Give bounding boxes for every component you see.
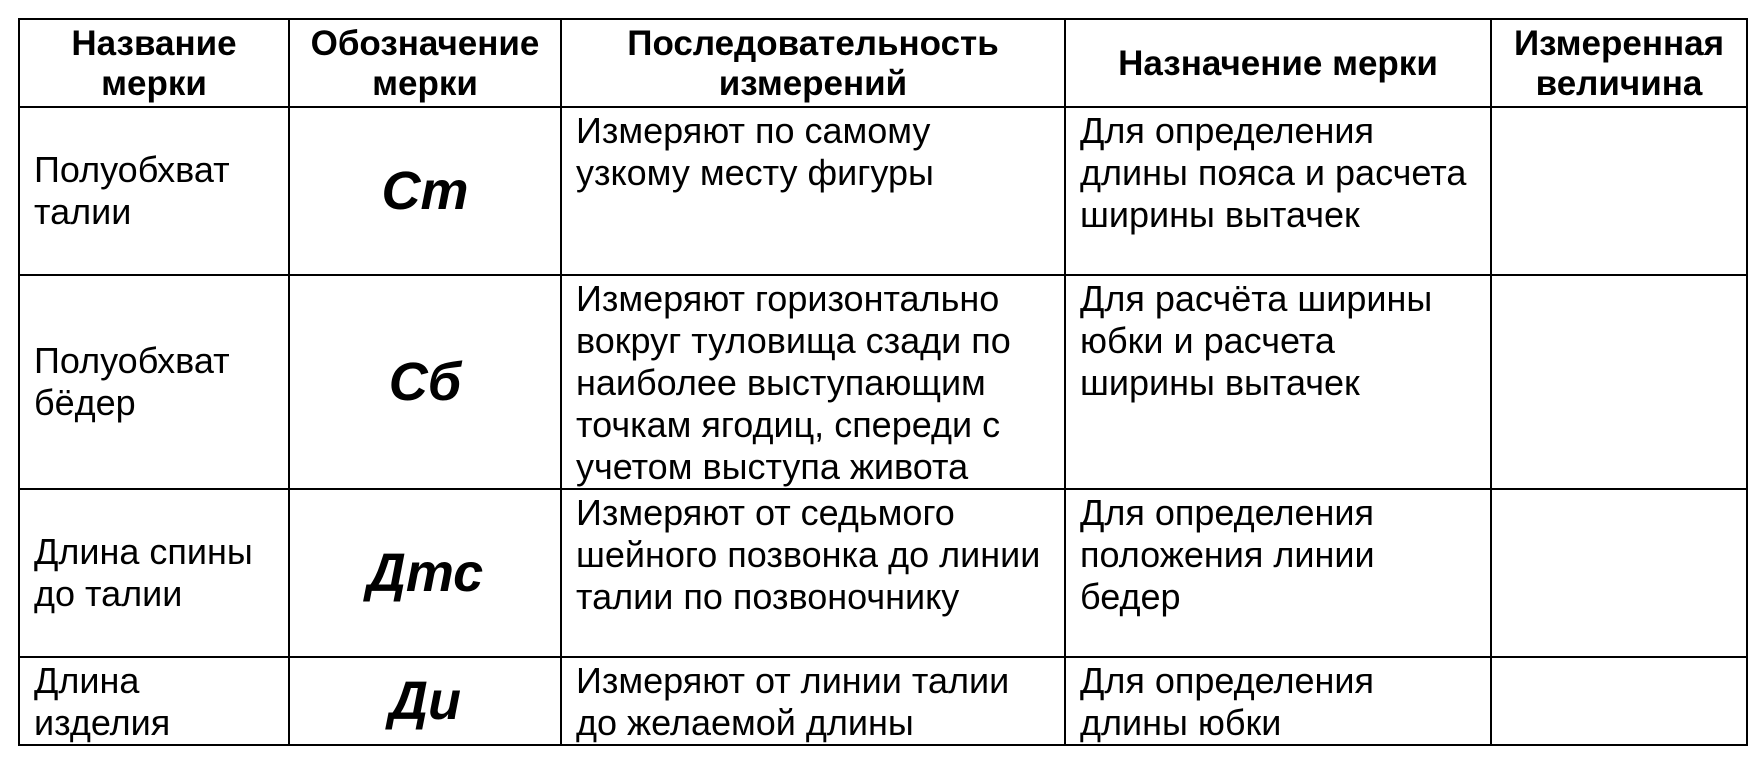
measured-value-cell — [1491, 489, 1747, 657]
measured-value-cell — [1491, 275, 1747, 489]
measure-sequence-cell: Измеряют от линии талии до желаемой длины — [561, 657, 1065, 745]
measure-symbol-cell: Дтс — [289, 489, 561, 657]
measure-purpose-cell: Для расчёта ширины юбки и расчета ширины вытачек — [1065, 275, 1491, 489]
table-row — [19, 275, 1747, 489]
measure-name-cell: Длина спины до талии — [19, 489, 289, 657]
measure-purpose-cell: Для определения положения линии бедер — [1065, 489, 1491, 657]
measure-symbol-cell: Сб — [289, 275, 561, 489]
header-measured-value: Измеренная величина — [1491, 19, 1747, 107]
measure-name-cell: Длина изделия — [19, 657, 289, 745]
table-row — [19, 657, 1747, 745]
header-measure-purpose: Назначение мерки — [1065, 19, 1491, 107]
measure-sequence-cell: Измеряют по самому узкому месту фигуры — [561, 107, 1065, 275]
header-measure-symbol: Обозначение мерки — [289, 19, 561, 107]
measure-symbol-cell: Cт — [289, 107, 561, 275]
measure-name-cell: Полуобхват талии — [19, 107, 289, 275]
header-measure-sequence: Последовательность измерений — [561, 19, 1065, 107]
measure-purpose-cell: Для определения длины пояса и расчета ширины вытачек — [1065, 107, 1491, 275]
measure-name-cell: Полуобхват бёдер — [19, 275, 289, 489]
measure-purpose-cell: Для определения длины юбки — [1065, 657, 1491, 745]
measure-sequence-cell: Измеряют от седьмого шейного позвонка до линии талии по позвоночнику — [561, 489, 1065, 657]
table-row — [19, 489, 1747, 657]
measured-value-cell — [1491, 657, 1747, 745]
measure-symbol-cell: Ди — [289, 657, 561, 745]
table-row — [19, 107, 1747, 275]
measured-value-cell — [1491, 107, 1747, 275]
measure-sequence-cell: Измеряют горизонтально вокруг туловища сзади по наиболее выступающим точкам ягодиц, спереди с учетом выступа живота — [561, 275, 1065, 489]
measurements-table — [18, 18, 1748, 746]
table-header-row — [19, 19, 1747, 107]
header-measure-name: Название мерки — [19, 19, 289, 107]
